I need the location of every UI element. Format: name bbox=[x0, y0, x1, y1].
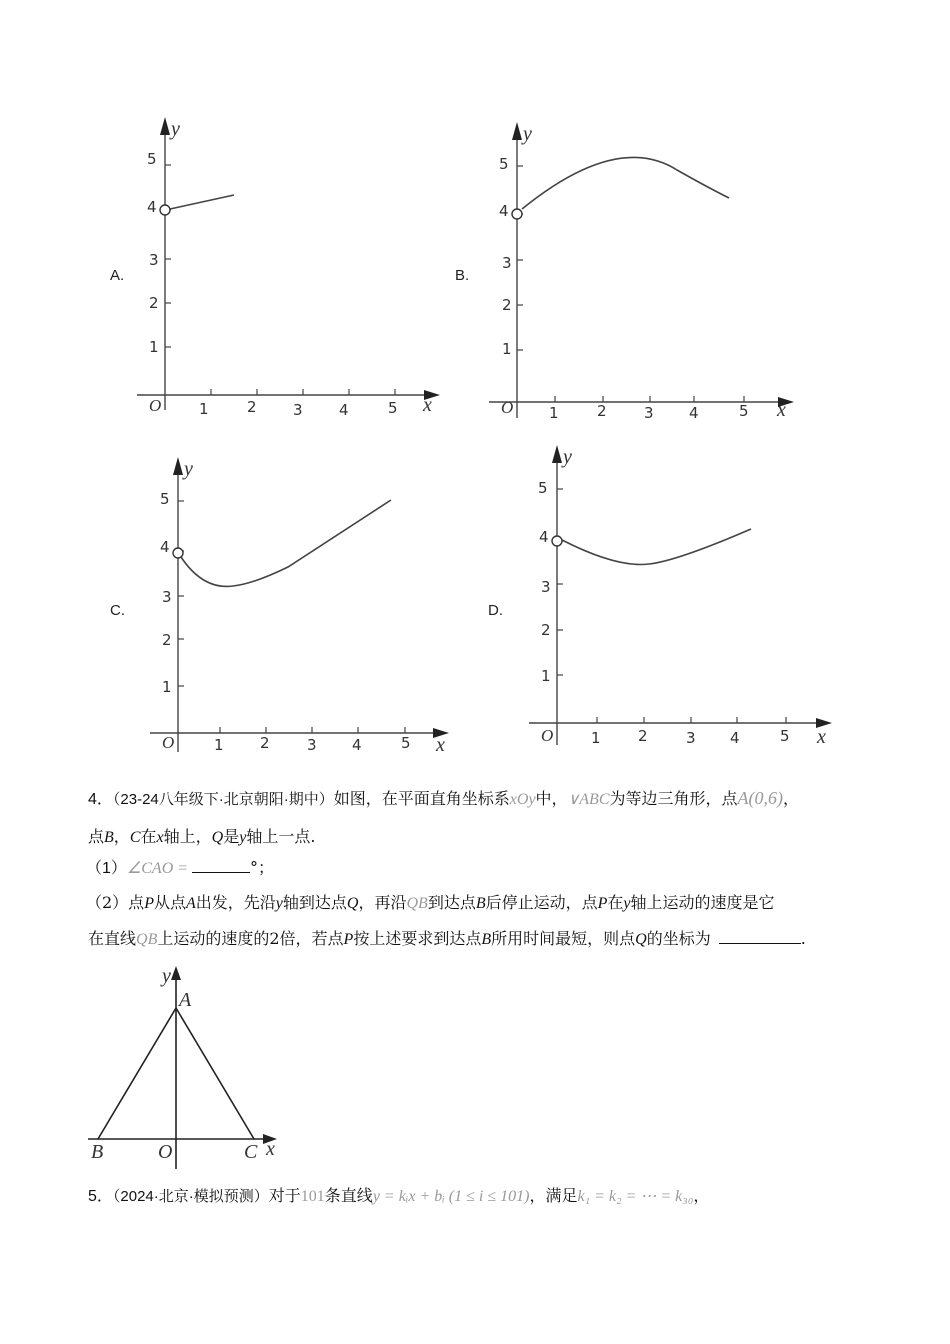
math-angle-cao: ∠CAO = bbox=[126, 860, 189, 877]
y-tick-label: 3 bbox=[541, 578, 551, 596]
graph-a bbox=[135, 115, 455, 425]
math-line-equation: y = kᵢx + bᵢ (1 ≤ i ≤ 101) bbox=[372, 1188, 530, 1205]
q4-text: 从点 bbox=[153, 893, 186, 912]
q4-text: 在 bbox=[140, 827, 157, 846]
side-ab bbox=[98, 1008, 176, 1139]
var-y: y bbox=[275, 895, 283, 912]
x-axis-label: x bbox=[777, 399, 786, 421]
y-tick-label: 3 bbox=[162, 588, 172, 606]
var-p: P bbox=[343, 931, 354, 948]
curve bbox=[170, 195, 234, 209]
y-tick-label: 4 bbox=[160, 538, 170, 556]
x-tick-label: 5 bbox=[388, 399, 398, 417]
var-b: B bbox=[104, 829, 114, 846]
y-axis-label: y bbox=[184, 458, 193, 480]
q4-text: 轴上一点. bbox=[246, 827, 316, 846]
answer-blank-2[interactable] bbox=[719, 927, 801, 944]
y-tick-label: 1 bbox=[541, 667, 551, 685]
q4-text: 到达点 bbox=[427, 893, 476, 912]
point-a-label: A bbox=[179, 989, 192, 1011]
q5-text: ，满足 bbox=[529, 1186, 578, 1205]
y-tick-label: 2 bbox=[541, 621, 551, 639]
q4-line-1 bbox=[88, 787, 799, 811]
q5-source: （2024·北京·模拟预测） bbox=[112, 1188, 269, 1205]
x-tick-label: 5 bbox=[780, 727, 790, 745]
y-tick-label: 5 bbox=[499, 155, 509, 173]
x-tick-label: 3 bbox=[686, 729, 696, 747]
var-p: P bbox=[144, 895, 154, 912]
var-y: y bbox=[239, 829, 247, 846]
x-tick-label: 1 bbox=[549, 404, 559, 422]
q4-text: 上运动的速度的2倍，若点 bbox=[157, 929, 344, 948]
figure-triangle-abc bbox=[86, 962, 296, 1172]
y-axis-arrow bbox=[171, 966, 181, 980]
q4-line-2 bbox=[88, 826, 315, 849]
x-tick-label: 1 bbox=[214, 736, 224, 754]
y-axis-arrow bbox=[552, 445, 562, 463]
side-ac bbox=[176, 1008, 254, 1139]
y-tick-label: 4 bbox=[539, 528, 549, 546]
x-tick-label: 1 bbox=[591, 729, 601, 747]
y-axis-arrow bbox=[173, 457, 183, 475]
q4-text: ， bbox=[113, 827, 130, 846]
q4-part-1 bbox=[86, 856, 274, 880]
x-tick-label: 4 bbox=[352, 736, 362, 754]
q4-number: 4． bbox=[88, 791, 113, 808]
graph-d bbox=[527, 443, 847, 753]
math-point-a: A(0,6) bbox=[737, 788, 783, 808]
x-tick-label: 2 bbox=[638, 727, 648, 745]
origin-label: O bbox=[541, 726, 554, 745]
q4-text: 中， bbox=[535, 789, 568, 808]
var-b: B bbox=[481, 931, 492, 948]
q4-text: 为等边三角形，点 bbox=[609, 789, 738, 808]
var-x: x bbox=[156, 829, 164, 846]
x-axis-label: x bbox=[266, 1138, 275, 1160]
math-slopes-equal: k₁ = k₂ = ⋯ = k₃₀ bbox=[577, 1188, 694, 1205]
x-axis-label: x bbox=[423, 394, 432, 416]
curve bbox=[562, 529, 751, 565]
q5-line-1 bbox=[88, 1185, 709, 1208]
y-tick-label: 1 bbox=[162, 678, 172, 696]
x-tick-label: 2 bbox=[597, 402, 607, 420]
open-point bbox=[552, 536, 562, 546]
y-tick-label: 1 bbox=[502, 340, 512, 358]
q4-text: 轴到达点 bbox=[282, 893, 347, 912]
y-axis-label: y bbox=[162, 965, 171, 987]
graph-c bbox=[148, 455, 468, 765]
degree-unit: °； bbox=[250, 858, 275, 877]
q4-text: 是 bbox=[223, 827, 240, 846]
x-tick-label: 2 bbox=[260, 734, 270, 752]
q4-text: 点 bbox=[88, 827, 105, 846]
origin-label: O bbox=[501, 398, 514, 417]
x-tick-label: 2 bbox=[247, 398, 257, 416]
open-point bbox=[512, 209, 522, 219]
y-axis-arrow bbox=[160, 117, 170, 135]
var-a: A bbox=[185, 895, 196, 912]
y-tick-label: 4 bbox=[499, 202, 509, 220]
curve bbox=[522, 157, 729, 209]
var-p: P bbox=[597, 895, 608, 912]
y-axis-label: y bbox=[523, 123, 532, 145]
q5-number: 5． bbox=[88, 1188, 113, 1205]
math-qb: QB bbox=[136, 931, 158, 948]
y-tick-label: 2 bbox=[149, 294, 159, 312]
q4-text: 后停止运动，点 bbox=[485, 893, 598, 912]
var-q: Q bbox=[346, 895, 359, 912]
x-tick-label: 5 bbox=[739, 402, 749, 420]
math-triangle-abc: ∨ABC bbox=[567, 791, 610, 808]
q5-text: 对于 bbox=[268, 1186, 301, 1205]
x-tick-label: 1 bbox=[199, 400, 209, 418]
var-q: Q bbox=[211, 829, 224, 846]
x-tick-label: 3 bbox=[307, 736, 317, 754]
y-axis-arrow bbox=[512, 122, 522, 140]
option-a-label: A. bbox=[110, 267, 125, 284]
y-tick-label: 5 bbox=[160, 490, 170, 508]
var-y: y bbox=[623, 895, 631, 912]
x-tick-label: 4 bbox=[689, 404, 699, 422]
q5-text: ， bbox=[693, 1186, 710, 1205]
q4-text: ，再沿 bbox=[358, 893, 407, 912]
q4-text: 轴上， bbox=[163, 827, 212, 846]
x-tick-label: 3 bbox=[293, 401, 303, 419]
var-c: C bbox=[129, 829, 141, 846]
math-xoy: xOy bbox=[509, 791, 536, 808]
number-101: 101 bbox=[300, 1188, 325, 1205]
origin-label: O bbox=[149, 396, 162, 415]
point-b-label: B bbox=[91, 1141, 104, 1163]
part-label: （1） bbox=[86, 860, 127, 877]
q4-text: 按上述要求到达点 bbox=[353, 929, 482, 948]
q4-text: 出发，先沿 bbox=[195, 893, 276, 912]
point-c-label: C bbox=[244, 1141, 258, 1163]
curve bbox=[181, 500, 391, 586]
part-label: （2）点 bbox=[86, 893, 145, 912]
q4-text: 的坐标为 bbox=[646, 929, 711, 948]
x-tick-label: 3 bbox=[644, 404, 654, 422]
option-d-label: D. bbox=[488, 602, 503, 619]
option-b-label: B. bbox=[455, 267, 470, 284]
y-axis-label: y bbox=[171, 118, 180, 140]
var-q: Q bbox=[635, 931, 647, 948]
origin-label: O bbox=[162, 733, 175, 752]
y-tick-label: 4 bbox=[147, 198, 157, 216]
x-axis-label: x bbox=[817, 726, 826, 748]
y-tick-label: 3 bbox=[149, 251, 159, 269]
var-b: B bbox=[475, 895, 486, 912]
y-tick-label: 5 bbox=[538, 479, 548, 497]
q4-part-2 bbox=[86, 892, 775, 915]
q4-text: . bbox=[800, 929, 806, 948]
x-tick-label: 5 bbox=[401, 734, 411, 752]
point-o-label: O bbox=[158, 1141, 173, 1163]
q4-text: 所用时间最短，则点 bbox=[491, 929, 636, 948]
x-tick-label: 4 bbox=[339, 401, 349, 419]
y-tick-label: 3 bbox=[502, 254, 512, 272]
option-c-label: C. bbox=[110, 602, 125, 619]
y-tick-label: 1 bbox=[149, 338, 159, 356]
graph-b bbox=[487, 120, 807, 430]
y-tick-label: 5 bbox=[147, 150, 157, 168]
math-qb: QB bbox=[406, 895, 428, 912]
x-axis-label: x bbox=[436, 734, 445, 756]
open-point bbox=[160, 205, 170, 215]
q4-text: 如图，在平面直角坐标系 bbox=[333, 789, 510, 808]
q4-text: 在 bbox=[607, 893, 624, 912]
y-tick-label: 2 bbox=[502, 296, 512, 314]
q4-part-2-line-2 bbox=[88, 927, 806, 951]
q4-source: （23-24八年级下·北京朝阳·期中） bbox=[112, 791, 334, 808]
q4-text: 在直线 bbox=[88, 929, 137, 948]
q4-text: ， bbox=[783, 789, 800, 808]
q5-text: 条直线 bbox=[324, 1186, 373, 1205]
open-point bbox=[173, 548, 183, 558]
y-tick-label: 2 bbox=[162, 631, 172, 649]
y-axis-label: y bbox=[563, 446, 572, 468]
answer-blank-1[interactable] bbox=[192, 856, 250, 873]
q4-text: 轴上运动的速度是它 bbox=[630, 893, 775, 912]
x-tick-label: 4 bbox=[730, 729, 740, 747]
